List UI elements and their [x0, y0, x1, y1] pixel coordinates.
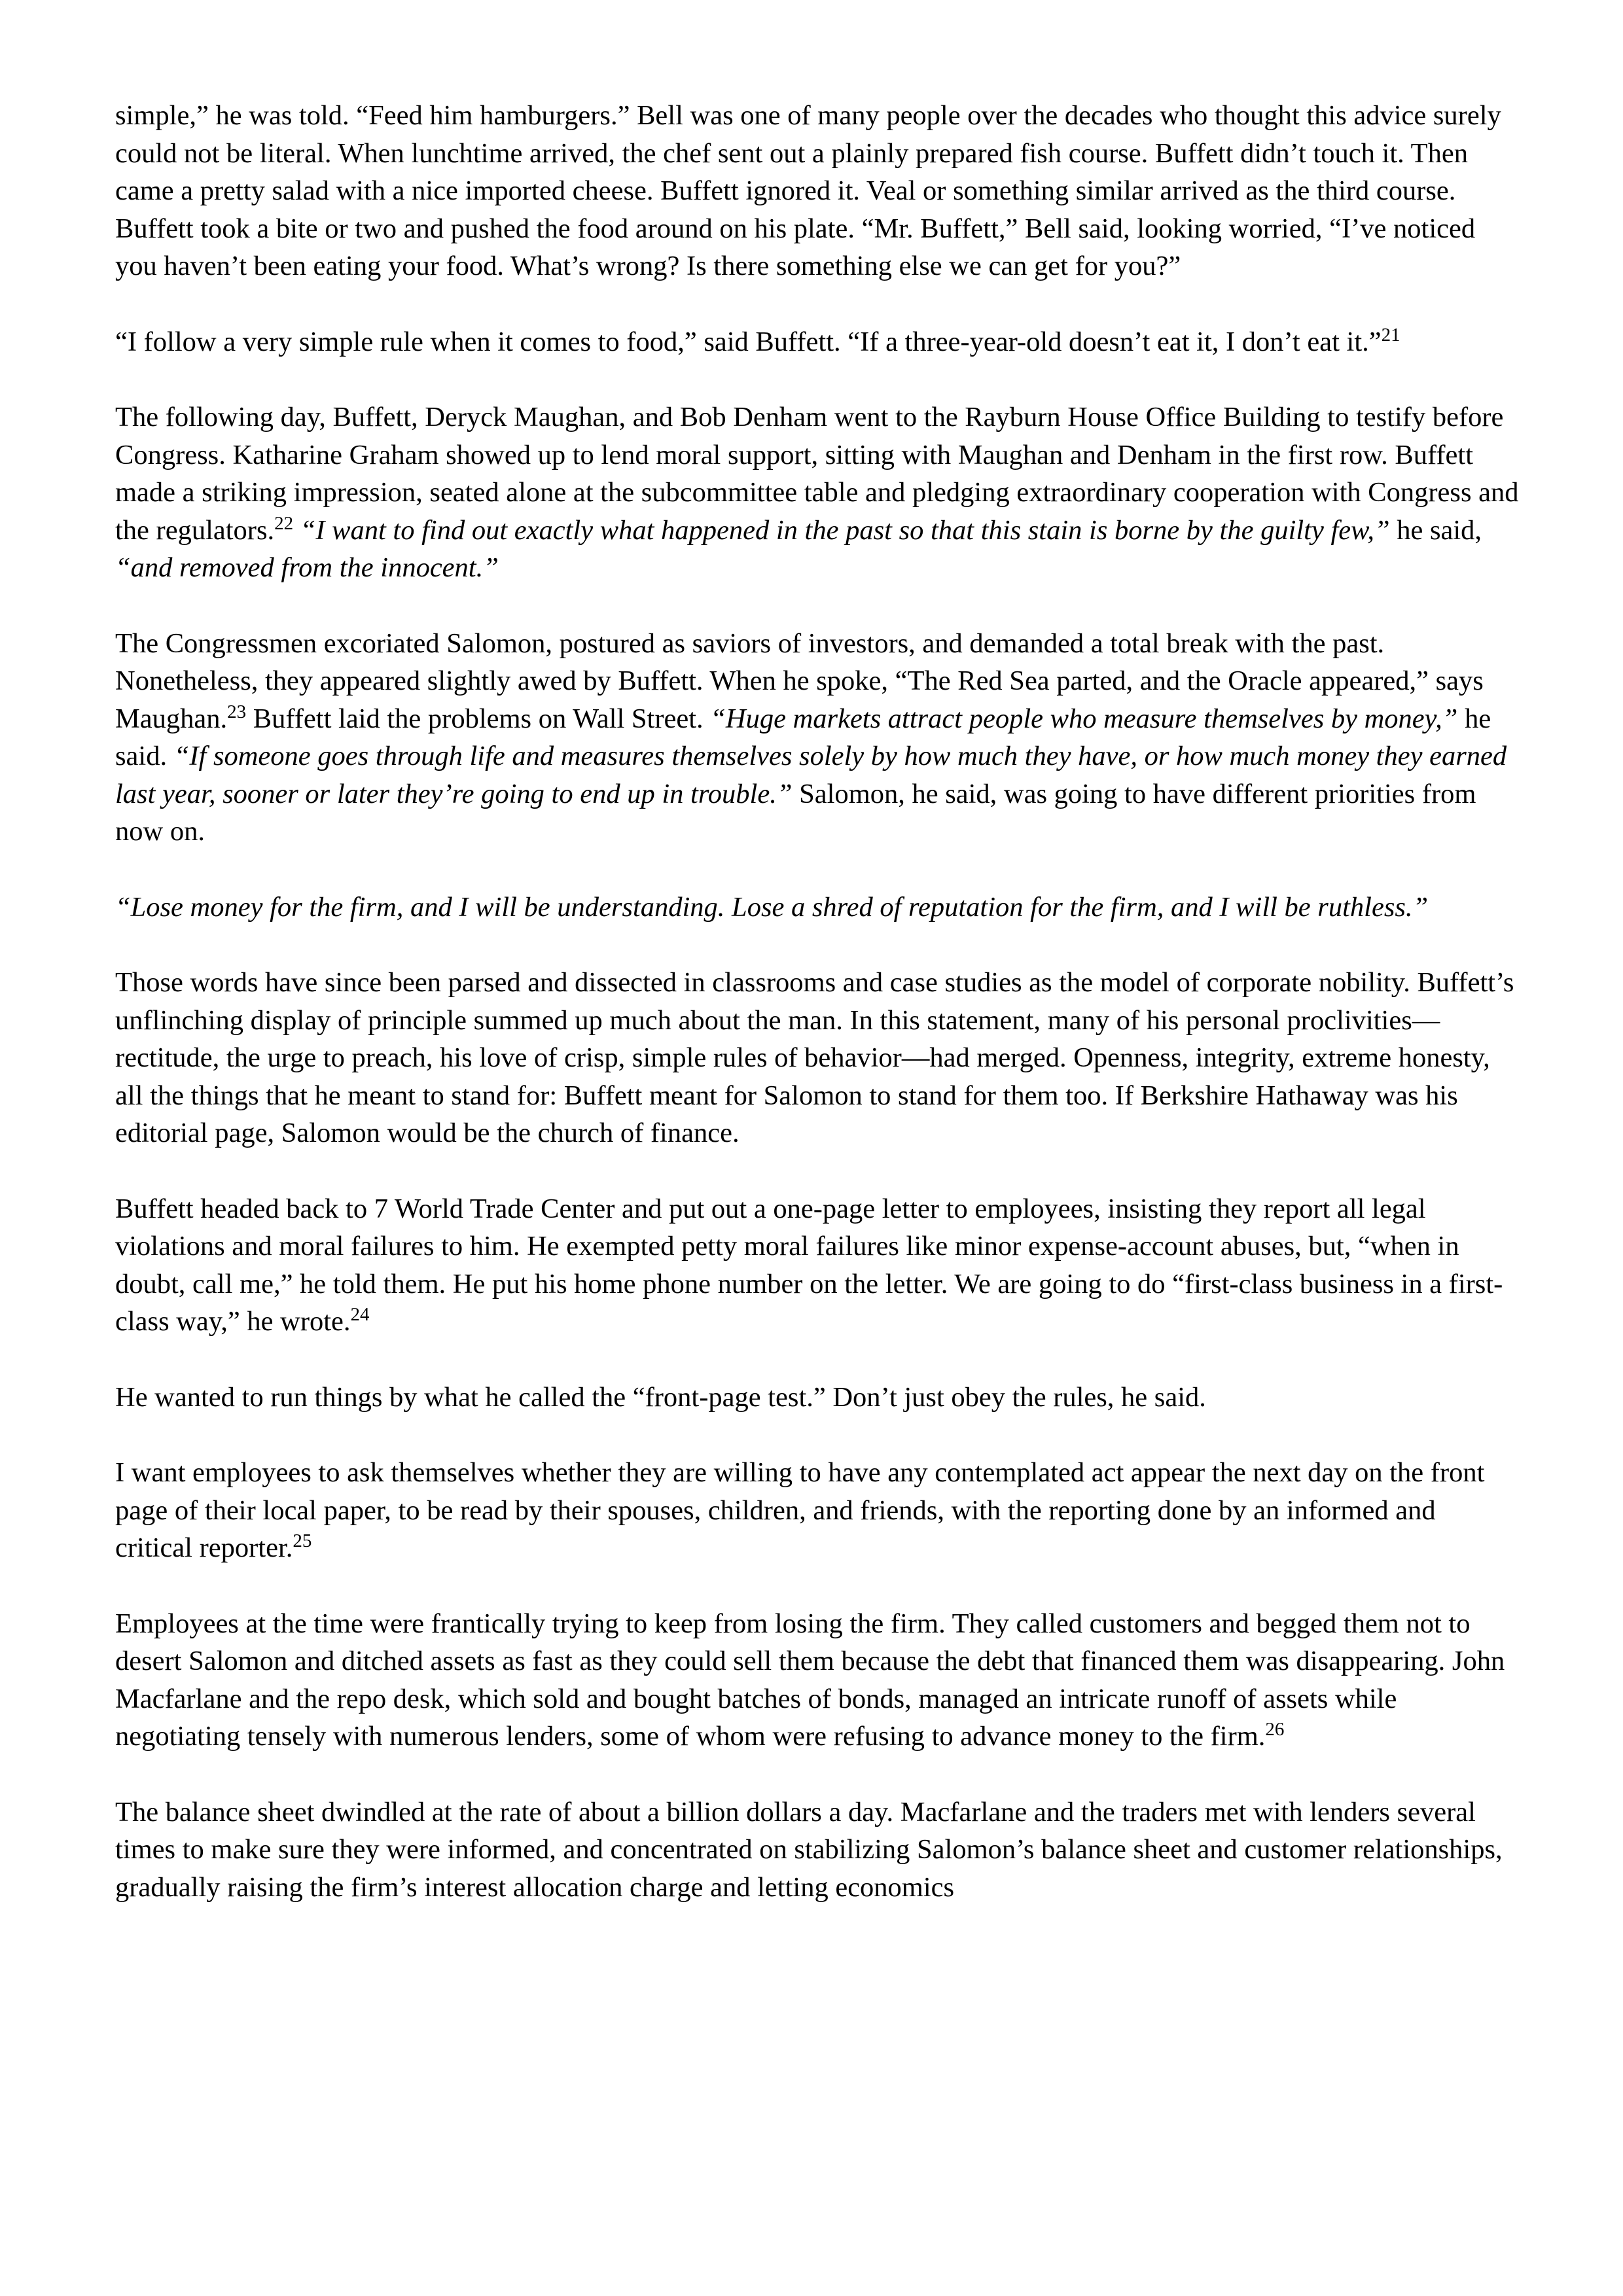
text-run: simple,” he was told. “Feed him hamburgers.” Bell was one of many people over the decades who thought this advice surely could not be literal. When lunchtime arrived, the chef sent out a plainly prepared fish course. Buffett didn’t touch it. Then came a pretty salad with a nice imported cheese. Buffett ignored it. Veal or something similar arrived as the third course. Buffett took a bite or two and pushed the food around on his plate. “Mr. Buffett,” Bell said, looking worried, “I’ve noticed you haven’t been eating your food. What’s wrong? Is there something else we can get for you?” — [115, 100, 1501, 281]
italic-quotation: “I want to find out exactly what happened in the past so that this stain is borne by the guilty few,” — [300, 514, 1390, 546]
footnote-reference: 22 — [274, 512, 294, 534]
text-run: The following day, Buffett, Deryck Maughan, and Bob Denham went to the Rayburn House Office Building to testify before Congress. Katharine Graham showed up to lend moral support, sitting with Maughan and Denham in the first row. Buffett made a striking impression, seated alone at the subcommittee table and pledging extraordinary cooperation with Congress and the regulators. — [115, 402, 1519, 546]
text-run: Employees at the time were frantically trying to keep from losing the firm. They called customers and begged them not to desert Salomon and ditched assets as fast as they could sell them because the debt that financed them was disappearing. John Macfarlane and the repo desk, which sold and bought batches of bonds, managed an intricate runoff of assets while negotiating tensely with numerous lenders, some of whom were refusing to advance money to the firm. — [115, 1608, 1505, 1752]
paragraph — [115, 1605, 1520, 1756]
paragraph — [115, 97, 1520, 285]
paragraph — [115, 964, 1520, 1152]
text-run: He wanted to run things by what he called the “front-page test.” Don’t just obey the rules, he said. — [115, 1381, 1206, 1413]
text-run: Salomon, he said, was going to have different priorities from now on. — [115, 778, 1476, 847]
footnote-reference: 24 — [350, 1304, 370, 1325]
text-run: The balance sheet dwindled at the rate of about a billion dollars a day. Macfarlane and the traders met with lenders several times to make sure they were informed, and concentrated on stabilizing Salomon’s balance sheet and customer relationships, gradually raising the firm’s interest allocation charge and letting economics — [115, 1796, 1503, 1903]
text-run: Buffett laid the problems on Wall Street. — [246, 703, 711, 734]
footnote-reference: 23 — [227, 701, 247, 722]
footnote-reference: 26 — [1265, 1719, 1285, 1740]
document-page — [115, 97, 1520, 1944]
text-run: The Congressmen excoriated Salomon, postured as saviors of investors, and demanded a total break with the past. Nonetheless, they appeared slightly awed by Buffett. When he spoke, “The Red Sea parted, and the Oracle appeared,” says Maughan. — [115, 627, 1484, 734]
italic-quotation: “Lose money for the firm, and I will be understanding. Lose a shred of reputation for the firm, and I will be ruthless.” — [115, 891, 1429, 923]
text-run: “I follow a very simple rule when it comes to food,” said Buffett. “If a three-year-old doesn’t eat it, I don’t eat it.” — [115, 326, 1382, 357]
body-text — [115, 97, 1520, 1906]
footnote-reference: 25 — [293, 1530, 312, 1551]
text-run: he said. — [115, 703, 1491, 771]
italic-quotation: “If someone goes through life and measures themselves solely by how much they have, or how much money they earned last year, sooner or later they’re going to end up in trouble.” — [115, 741, 1507, 809]
italic-quotation: “Huge markets attract people who measure themselves by money,” — [710, 703, 1458, 734]
paragraph — [115, 625, 1520, 851]
text-run: I want employees to ask themselves whether they are willing to have any contemplated act appear the next day on the front page of their local paper, to be read by their spouses, children, and friends, with the reporting done by an informed and critical reporter. — [115, 1457, 1485, 1563]
paragraph — [115, 398, 1520, 587]
paragraph — [115, 1190, 1520, 1341]
paragraph — [115, 1379, 1520, 1417]
text-run: Those words have since been parsed and dissected in classrooms and case studies as the model of corporate nobility. Buffett’s unflinching display of principle summed up much about the man. In this statement, many of his personal proclivities—rectitude, the urge to preach, his love of crisp, simple rules of behavior—had merged. Openness, integrity, extreme honesty, all the things that he meant to stand for: Buffett meant for Salomon to stand for them too. If Berkshire Hathaway was his editorial page, Salomon would be the church of finance. — [115, 967, 1514, 1148]
paragraph — [115, 323, 1520, 361]
paragraph — [115, 1454, 1520, 1567]
paragraph — [115, 889, 1520, 927]
footnote-reference: 21 — [1381, 324, 1400, 345]
text-run — [293, 515, 300, 546]
italic-quotation: “and removed from the innocent.” — [115, 552, 499, 583]
text-run: he said, — [1389, 514, 1482, 546]
paragraph — [115, 1793, 1520, 1907]
text-run: Buffett headed back to 7 World Trade Center and put out a one-page letter to employees, insisting they report all legal violations and moral failures to him. He exempted petty moral failures like minor expense-account abuses, but, “when in doubt, call me,” he told them. He put his home phone number on the letter. We are going to do “first-class business in a first-class way,” he wrote. — [115, 1193, 1503, 1337]
